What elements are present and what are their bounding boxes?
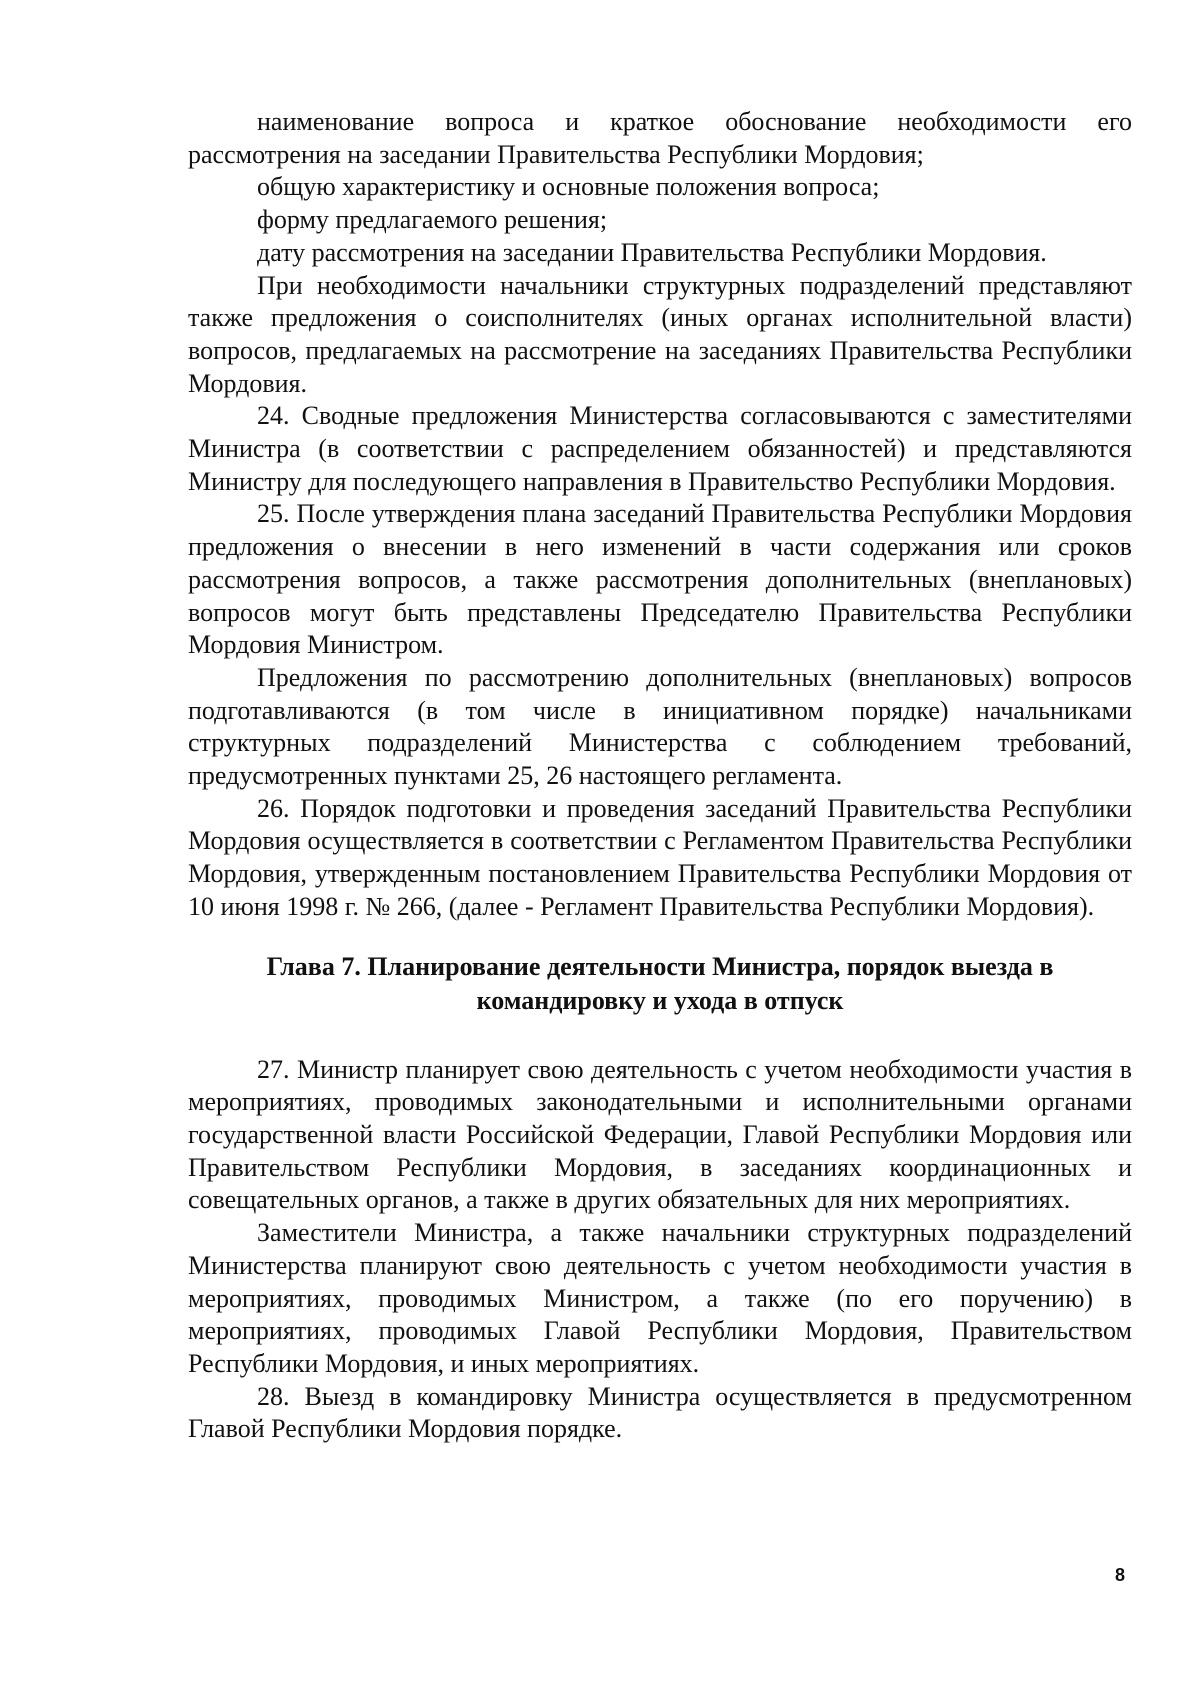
paragraph-question-name: наименование вопроса и краткое обоснование необходимости его рассмотрения на заседании Правительства Республики Мордовия; bbox=[188, 107, 1132, 169]
paragraph-item-27: 27. Министр планирует свою деятельность с учетом необходимости участия в мероприятиях, проводимых законодательными и исполнительными органами государственной власти Российской Федерации, Главой Республики Мордовия или Правительством Республики Мордовия, в заседаниях координационных и совещательных органов, а также в других обязательных для них мероприятиях. bbox=[188, 1054, 1132, 1215]
paragraph-decision-form: форму предлагаемого решения; bbox=[257, 205, 608, 235]
chapter-heading-line-2: командировку и ухода в отпуск bbox=[476, 985, 844, 1015]
paragraph-general-characteristics: общую характеристику и основные положения вопроса; bbox=[257, 172, 880, 202]
paragraph-item-28: 28. Выезд в командировку Министра осуществляется в предусмотренном Главой Республики Мордовия порядке. bbox=[188, 1381, 1132, 1444]
spacer bbox=[188, 1018, 1132, 1054]
paragraph-item-26: 26. Порядок подготовки и проведения заседаний Правительства Республики Мордовия осуществляется в соответствии с Регламентом Правительства Республики Мордовия, утвержденным постановлением Правительства Республики Мордовия от 10 июня 1998 г. № 266, (далее - Регламент Правительства Республики Мордовия). bbox=[188, 793, 1132, 921]
paragraph-additional-proposals: Предложения по рассмотрению дополнительных (внеплановых) вопросов подготавливаются (в том числе в инициативном порядке) начальниками структурных подразделений Министерства с соблюдением требований, предусмотренных пунктами 25, 26 настоящего регламента. bbox=[188, 662, 1132, 791]
paragraph-review-date: дату рассмотрения на заседании Правительства Республики Мордовия. bbox=[257, 237, 1047, 267]
document-page bbox=[188, 106, 1132, 1446]
paragraph-item-24: 24. Сводные предложения Министерства согласовываются с заместителями Министра (в соответствии с распределением обязанностей) и представляются Министру для последующего направления в Правительство Республики Мордовия. bbox=[188, 401, 1132, 496]
page-number: 8 bbox=[1114, 1565, 1125, 1585]
paragraph-item-25: 25. После утверждения плана заседаний Правительства Республики Мордовия предложения о внесении в него изменений в части содержания или сроков рассмотрения вопросов, а также рассмотрения дополнительных (внеплановых) вопросов могут быть представлены Председателю Правительства Республики Мордовия Министром. bbox=[188, 499, 1132, 660]
chapter-heading-line-1: Глава 7. Планирование деятельности Министра, порядок выезда в bbox=[266, 951, 1054, 981]
paragraph-co-executors: При необходимости начальники структурных подразделений представляют также предложения о соисполнителях (иных органах исполнительной власти) вопросов, предлагаемых на рассмотрение на заседаниях Правительства Республики Мордовия. bbox=[188, 270, 1132, 398]
chapter-heading bbox=[188, 950, 1132, 1018]
spacer bbox=[188, 924, 1132, 950]
paragraph-deputies-planning: Заместители Министра, а также начальники структурных подразделений Министерства планируют свою деятельность с учетом необходимости участия в мероприятиях, проводимых Министром, а также (по его поручению) в мероприятиях, проводимых Главой Республики Мордовия, Правительством Республики Мордовия, и иных мероприятиях. bbox=[188, 1218, 1132, 1378]
